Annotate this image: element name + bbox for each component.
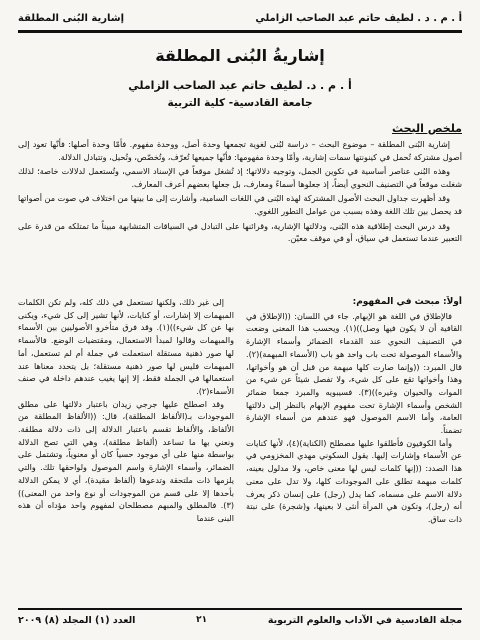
page-number: ٢١ <box>196 615 208 625</box>
body-paragraph: فالإطلاق في اللغة هو الإبهام. جاء في اللسان: ((الإطلاق في القافية أن لا يكون فيها وصل))(١). ويحسب هذا المعنى وضعت في التصنيف النحوي عند القدماء الضمائر وأسماء الإشارة والأسماء الموصولة تحت باب واحد هو باب (الأسماء المبهمة)(٢). قال المبرد: ((وإنما صارت كلها مبهمة من قبل أن هو وأخواتها، وهذا وأخواتها تقع على كل شيء، ولا تفصل شيئاً عن شيء من الموات والحيوان وغيره))(٣). فسيبويه والمبرد جمعا ضمائر الشخص وأسماء الإشارة تحت مفهوم الإبهام بالنظر إلى دلالتها العامة، وأما الاسم الموصول فهو عندهم من أسماء الإشارة تضمناً. <box>246 310 462 436</box>
paper-title: إشاريةُ البُنى المطلقة <box>155 46 325 65</box>
body-paragraph: وقد اصطلح عليها جرجي زيدان باعتبار دلالتها على مطلق الموجودات بـ(الألفاظ المطلقة)، قال: ((الألفاظ المطلقة من الألفاظ، والألفاظ تقسم باعتبار الدلالة إلى ذات دلالة مطلقة. ونعني بها ما تساعد (ألفاظ مطلقة)، وهي التي تصح الدلالة بواسطة منها على أي موجود حسياً كان أو معنوياً، وتشتمل على الضمائر، وأسماء الإشارة واسم الموصول ولواحقها تلك. والتي يلزمها ذات ملتحقة وتدعوها (ألفاظ مقيدة)، أي لا يمكن الدلالة بأحدها إلا على قسم من الموجودات أو نوع واحد من المعنى))(٣). فالمطلق والمبهم مصطلحان لمفهوم واحد مؤداه أن هذه البنى عندما <box>18 398 234 523</box>
paper-author: أ . م . د. لطيف حاتم عبد الصاحب الزاملي <box>128 79 352 92</box>
body-paragraph: وأما الكوفيون فأطلقوا عليها مصطلح (الكناية)(٤)، لأنها كنايات عن الأسماء وإشارات إليها. يقول السكوني مهدي المخزومي في هذا الصدد: ((إنها كلمات ليس لها معنى خاص، ولا مدلول بعينه، كلمات مبهمة تطلق على الموجودات كلها، ولا تدل على معنى دلالة الاسم على مسماه، كما يدل (رجل) على إنسان ذكر يعرف أنه (رجل)، وتكون هي المرأة أنثى لا بعينها، و(شجرة) على نبتة ذات ساق. <box>246 437 462 524</box>
page-footer <box>18 608 462 630</box>
header-author: أ . م . د . لطيف حاتم عبد الصاحب الزاملي <box>255 12 462 24</box>
body-paragraph: إلى غير ذلك، ولكنها تستعمل في ذلك كله، ولم تكن الكلمات المبهمات إلا إشارات، أو كنايات، لأنها تشير إلى كل شيء، ويكنى بها عن كل شيء))(١). وقد فرق متأخرو الأصوليين بين الأسماء والمبهمات وقالوا لمبدأ الاستعمال، ومقتضيات الوضع. فالأسماء لها صور ذهنية مستقلة استعملت في جملة أم لم تستعمل، أما المبهمات فليس لها صور ذهنية مستقلة؛ بل يتحدد معناها عند استعمالها في الجملة فقط، إلا إنها يغيب عندهم داخلة في صنف الأسماء(٢). <box>18 297 234 396</box>
footer-issue: العدد (١) المجلد (٨) ٢٠٠٩ <box>18 614 136 626</box>
abstract-paragraph: وقد درس البحث إطلاقية هذه البُنى، ودلالتها الإشارية، وقرائنها على التبادل في السياقات المتشابهة مبيناً ما تمتلكه من قدرة على التعبير عندما تستعمل في سياق، أو في موقف معيّن. <box>18 220 462 244</box>
footer-journal: مجلة القادسية في الآداب والعلوم التربوية <box>267 614 462 626</box>
abstract-body <box>18 138 462 247</box>
paper-affiliation: جامعة القادسية- كلية التربية <box>167 97 313 109</box>
abstract-paragraph: وقد أظهرت جداول البحث الأصول المشتركة لهذه البُنى في اللغات السامية، وأشارت إلى ما بينها من اختلاف في صوت من أصواتها قد يحصل بين تلك اللغة وهذه بسبب من عوامل التطور اللغوي. <box>17 193 462 216</box>
section-heading: أولاً: مبحث في المفهوم: <box>352 297 462 307</box>
abstract-paragraph: وهذه البُنى عناصر أساسية في تكوين الجمل، وتوجيه دلالاتها؛ إذ تُشغل موقعاً في الإسناد الاسمي، وتُستعمل لدلالات خاصة؛ لذلك شغلت موقعاً في التصنيف النحوي أيضاً، إذ جعلوها أسماءً ومعارف، بل جعلها بعضهم أعرف المعارف. <box>18 166 462 189</box>
body-columns <box>18 296 462 602</box>
abstract-paragraph: إشارية البُنى المطلقة – موضوع البحث – دراسة لبُنى لغوية تجمعها وحدة أصل، ووحدة مفهوم. فأمّا وحدة أصلها: فأنّها تعود إلى أصول مشتركة تُحمل في كينونتها سمات إشارية، وأمّا وحدة مفهومها: فأنّها جميعها تُعرّف، وتُخصّص، وتُحيل، وتتبادل الدلالة. <box>18 139 462 162</box>
header-title: إشارية البُنى المطلقة <box>18 12 124 24</box>
left-column <box>18 296 234 602</box>
running-header <box>18 6 462 32</box>
abstract-heading: ملخص البحث <box>391 122 462 135</box>
header-rule <box>18 32 462 33</box>
right-column <box>246 296 462 602</box>
